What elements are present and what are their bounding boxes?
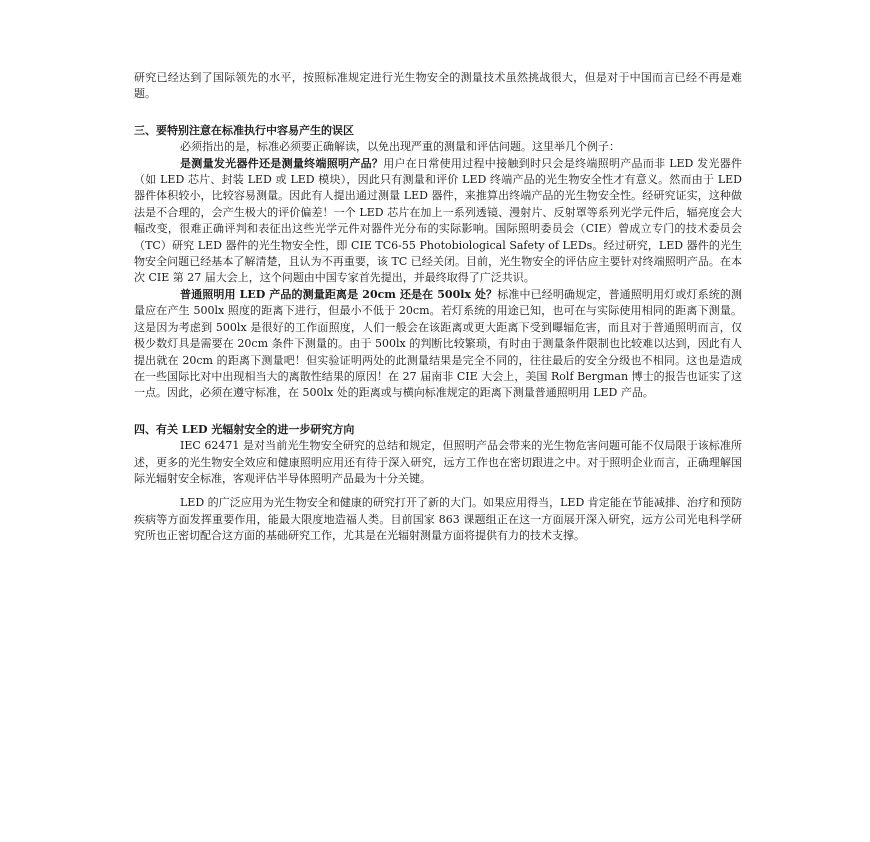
measurement-distance-lead: 普通照明用 LED 产品的测量距离是 20cm 还是在 500lx 处？ (180, 287, 498, 301)
measurement-distance-body: 标准中已经明确规定，普通照明用灯或灯系统的测量应在产生 500lx 照度的距离下进行，但最小不低于 20cm。若灯系统的用途已知，也可在与实际使用相同的距离下测量。这是因为考虑到 500lx 是很好的工作面照度，人们一般会在该距离或更大距离下受到曝辐危害，而且对于普通照明而言，仅极少数灯具是需要在 20cm 条件下测量的。由于 500lx 的判断比较繁琐，有时由于测量条件限制也比较难以达到，因此有人提出就在 20cm 的距离下测量吧！但实验证明两处的此测量结果是完全不同的，往往最后的安全分级也不相同。这也是造成在一些国际比对中出现相当大的离散性结果的原因！在 27 届南非 CIE 大会上，美国 Rolf Bergman 博士的报告也证实了这一点。因此，必须在遵守标准，在 500lx 处的距离或与横向标准规定的距离下测量普通照明用 LED 产品。 (134, 287, 742, 400)
section-4-heading: 四、有关 LED 光辐射安全的进一步研究方向 (134, 422, 355, 436)
device-vs-product-body: 用户在日常使用过程中接触到时只会是终端照明产品而非 LED 发光器件（如 LED 芯片、封装 LED 或 LED 模块），因此只有测量和评价 LED 终端产品的光生物安全性才有意义。然而由于 LED 器件体积较小，比较容易测量。因此有人提出通过测量 LED 器件，来推算出终端产品的光生物安全性。经研究证实，这种做法是不合理的，会产生极大的评价偏差！一个 LED 芯片在加上一系列透镜、漫射片、反射罩等系列光学元件后，辐亮度会大幅改变，很难正确评判和表征出这些光学元件对器件光分布的实际影响。国际照明委员会（CIE）曾成立专门的技术委员会（TC）研究 LED 器件的光生物安全性，即 CIE TC6-55 Photobiological Safety of LEDs。经过研究，LED 器件的光生物安全问题已经基本了解清楚，且认为不再重要，该 TC 已经关闭。目前，光生物安全的评估应主要针对终端照明产品。在本次 CIE 第 27 届大会上，这个问题由中国专家首先提出，并最终取得了广泛共识。 (134, 156, 743, 285)
measurement-distance-paragraph (134, 287, 742, 402)
led-application-paragraph: LED 的广泛应用为光生物安全和健康的研究打开了新的大门。如果应用得当，LED 肯定能在节能减排、治疗和预防疾病等方面发挥重要作用，能最大限度地造福人类。目前国家 863 课题组正在这一方面展开深入研究，远方公司光电科学研究所也正密切配合这方面的基础研究工作，尤其是在光辐射测量方面将提供有力的技术支撑。 (134, 496, 742, 543)
section-3-intro-paragraph: 必须指出的是，标准必须要正确解读，以免出现严重的测量和评估问题。这里举几个例子： (180, 140, 620, 154)
section-3-heading: 三、要特别注意在标准执行中容易产生的误区 (134, 123, 354, 137)
device-vs-product-lead: 是测量发光器件还是测量终端照明产品？ (180, 156, 384, 170)
document-page (134, 70, 742, 545)
intro-paragraph: 研究已经达到了国际领先的水平，按照标准规定进行光生物安全的测量技术虽然挑战很大，但是对于中国而言已经不再是难题。 (134, 71, 742, 101)
device-vs-product-paragraph (134, 156, 742, 287)
iec-62471-paragraph: IEC 62471 是对当前光生物安全研究的总结和规定，但照明产品会带来的光生物危害问题可能不仅局限于该标准所述，更多的光生物安全效应和健康照明应用还有待于深入研究，远方工作也在密切跟进之中。对于照明企业而言，正确理解国际光辐射安全标准，客观评估半导体照明产品最为十分关键。 (134, 439, 742, 485)
